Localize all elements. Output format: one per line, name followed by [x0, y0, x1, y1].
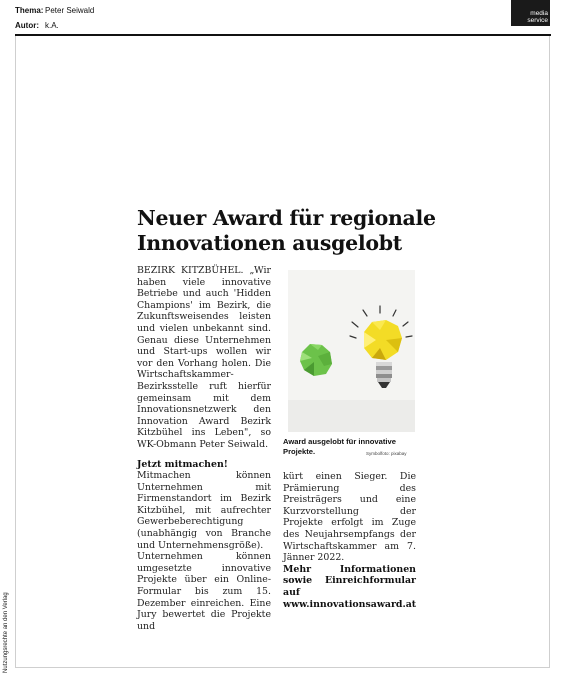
- autor-label: Autor:: [15, 21, 39, 30]
- article-headline: [137, 206, 437, 256]
- photo-credit: Symbolfoto: pixabay: [366, 451, 407, 456]
- autor-value: k.A.: [45, 21, 59, 30]
- logo-line-2: service: [527, 17, 548, 24]
- thema-value: Peter Seiwald: [45, 6, 95, 15]
- paragraph-2: Mitmachen können Unternehmen mit Firmenstandort im Bezirk Kitzbühel, mit aufrechter Gewerbeberechtigung (unabhängig von Branche und Unternehmensgröße).: [137, 470, 271, 551]
- article-column-left: [137, 265, 271, 632]
- article-column-right: [283, 471, 416, 610]
- subheading: Jetzt mitmachen!: [137, 458, 228, 470]
- lead-paragraph: [137, 265, 271, 451]
- lightbulb-photo-illustration: [288, 270, 415, 432]
- headline-line-1: Neuer Award für regionale: [137, 206, 436, 230]
- photo-caption: Award ausgelobt für innovative Projekte.: [283, 437, 396, 456]
- headline-line-2: Innovationen ausgelobt: [137, 231, 402, 255]
- meta-autor: [15, 21, 59, 31]
- paragraph-3: Unternehmen können umgesetzte innovative Projekte über ein Online-Formular bis zum 15. Dezember einreichen. Eine Jury bewertet die Projekte und: [137, 551, 271, 632]
- meta-thema: [15, 6, 94, 16]
- logo-line-1: media: [530, 10, 548, 17]
- thema-label: Thema:: [15, 6, 44, 15]
- media-service-logo: [511, 0, 550, 26]
- paragraph-4: kürt einen Sieger. Die Prämierung des Preisträgers und eine Kurzvorstellung der Projekte erfolgt im Zuge des Neujahrsempfangs der Wirtschaftskammer am 7. Jänner 2022.: [283, 471, 416, 564]
- lead-place: BEZIRK KITZBÜHEL.: [137, 265, 244, 276]
- closing-info: Mehr Informationen sowie Einreichformular auf www.innovationsaward.at: [283, 563, 417, 610]
- rights-notice: Nutzungsrechte an den Verlag: [3, 592, 9, 673]
- article-photo: [288, 270, 415, 432]
- lead-text: „Wir haben viele innovative Betriebe und auch 'Hidden Champions' im Bezirk, die Zukunftsweisendes leisten und vielen unbekannt sind. Genau diese Unternehmen und Start-ups wollen wir vor den Vorhang holen. Die Wirtschaftskammer-Bezirksstelle ruft hierfür gemeinsam mit dem Innovationsnetzwerk den Innovation Award Bezirk Kitzbühel ins Leben", so WK-Obmann Peter Seiwald.: [137, 265, 271, 450]
